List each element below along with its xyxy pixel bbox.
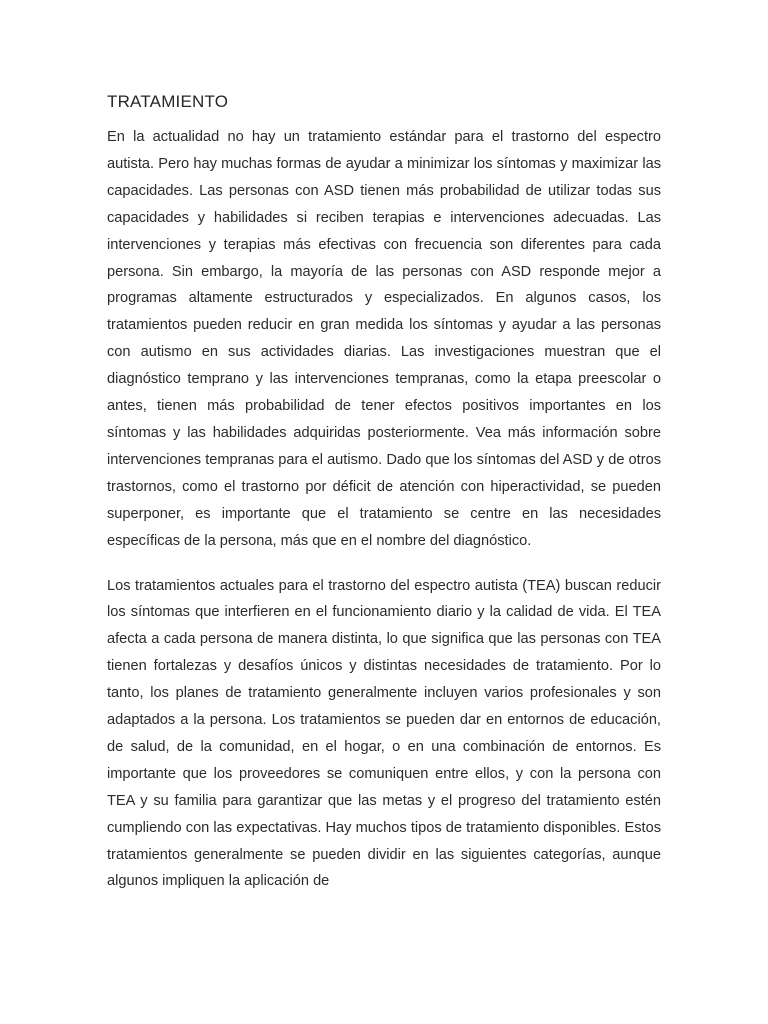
document-title: TRATAMIENTO <box>107 92 229 111</box>
document-body <box>107 90 661 895</box>
paragraph-intro: En la actualidad no hay un tratamiento estándar para el trastorno del espectro autista. Pero hay muchas formas de ayudar a minimizar los síntomas y maximizar las capacidades. Las personas con ASD tienen más probabilidad de utilizar todas sus capacidades y habilidades si reciben terapias e intervenciones adecuadas. Las intervenciones y terapias más efectivas con frecuencia son diferentes para cada persona. Sin embargo, la mayoría de las personas con ASD responde mejor a programas altamente estructurados y especializados. En algunos casos, los tratamientos pueden reducir en gran medida los síntomas y ayudar a las personas con autismo en sus actividades diarias. Las investigaciones muestran que el diagnóstico temprano y las intervenciones tempranas, como la etapa preescolar o antes, tienen más probabilidad de tener efectos positivos importantes en los síntomas y las habilidades adquiridas posteriormente. Vea más información sobre intervenciones tempranas para el autismo. Dado que los síntomas del ASD y de otros trastornos, como el trastorno por déficit de atención con hiperactividad, se pueden superponer, es importante que el tratamiento se centre en las necesidades específicas de la persona, más que en el nombre del diagnóstico. <box>107 129 661 549</box>
paragraph-current-treatments: Los tratamientos actuales para el trastorno del espectro autista (TEA) buscan reducir los síntomas que interfieren en el funcionamiento diario y la calidad de vida. El TEA afecta a cada persona de manera distinta, lo que significa que las personas con TEA tienen fortalezas y desafíos únicos y distintas necesidades de tratamiento. Por lo tanto, los planes de tratamiento generalmente incluyen varios profesionales y son adaptados a la persona. Los tratamientos se pueden dar en entornos de educación, de salud, de la comunidad, en el hogar, o en una combinación de entornos. Es importante que los proveedores se comuniquen entre ellos, y con la persona con TEA y su familia para garantizar que las metas y el progreso del tratamiento estén cumpliendo con las expectativas. Hay muchos tipos de tratamiento disponibles. Estos tratamientos generalmente se pueden dividir en las siguientes categorías, aunque algunos impliquen la aplicación de <box>107 577 661 890</box>
